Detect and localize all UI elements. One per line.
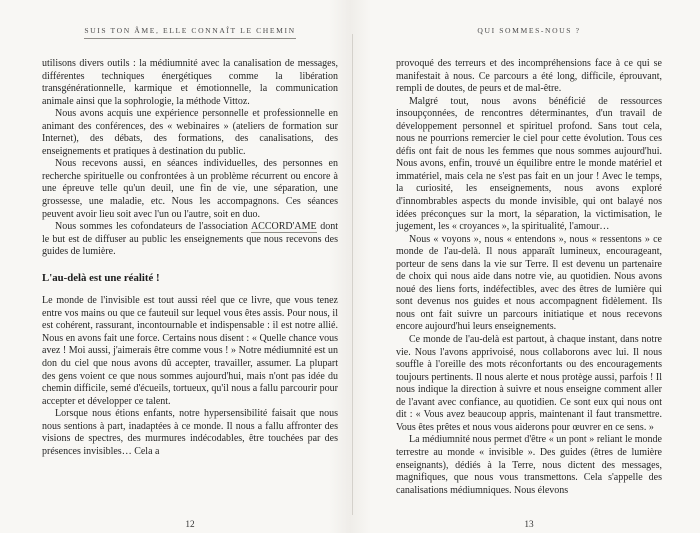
section-heading: L'au-delà est une réalité ! xyxy=(42,271,160,284)
gutter-shadow xyxy=(352,34,353,515)
paragraph: Nous recevons aussi, en séances individuelles, des personnes en recherche spirituelle ou confrontées à un problème récurrent ou encore à une épreuve telle qu'un deuil, une fin de vie, une séparation, une grossesse, une maladie, etc. Nous les accompagnons. Ces séances peuvent avoir lieu soit avec l'un ou l'autre, soit en duo. xyxy=(42,158,338,220)
paragraph: Le monde de l'invisible est tout aussi réel que ce livre, que vous tenez entre vos mains ou que ce fauteuil sur lequel vous êtes assis. Pour nous, il est cohérent, rassurant, incontournable et indispensable : il est notre allié. Nous en avons fait une force. Certains nous disent : « Quelle chance vous avez ! Moi aussi, j'aimerais être comme vous ! » Notre médiumnité est un don du ciel que nous avons dû accepter, travailler, assumer. La plupart des gens voient ce que nous sommes aujourd'hui, mais n'ont pas idée du chemin difficile, semé d'écueils, tortueux, qu'il nous a fallu parcourir pour accepter et développer ce talent. xyxy=(42,295,338,407)
paragraph: La médiumnité nous permet d'être « un pont » reliant le monde terrestre au monde « invisible ». Des guides (êtres de lumière enseignants), dédiés à la Terre, nous dictent des messages, magnifiques, que nous vous transmettons. Cela s'appelle des canalisations médiumniques. Nous élevons xyxy=(396,434,662,496)
paragraph-text: Nous sommes les cofondateurs de l'association xyxy=(55,221,251,233)
running-header-left xyxy=(42,26,338,39)
running-header-right xyxy=(396,26,662,35)
association-name: ACCORD'AME xyxy=(250,221,317,233)
paragraph xyxy=(42,221,338,259)
page-number-right: 13 xyxy=(524,520,534,530)
running-header-right-text: QUI SOMMES-NOUS ? xyxy=(477,26,581,35)
paragraph: Ce monde de l'au-delà est partout, à chaque instant, dans notre vie. Nous l'avons apprivoisé, nous collaborons avec lui. Il nous souffle à l'oreille des mots réconfortants ou des encouragements toujours pertinents. Il nous alerte et nous protège aussi, parfois ! Il nous indique la direction à suivre et nous enseigne comment aller de l'avant avec confiance, au quotidien. Ce sont eux qui nous ont dit : « Vous avez beaucoup appris, maintenant il faut transmettre. Vous êtes prêtes et nous vous aiderons pour œuvrer en ce sens. » xyxy=(396,334,662,433)
paragraph: provoqué des terreurs et des incompréhensions face à ce qui se manifestait à nous. Ce parcours a été long, difficile, éprouvant, rempli de doutes, de peurs et de mal-être. xyxy=(396,58,662,95)
page-number-left: 12 xyxy=(185,520,195,530)
body-text-right xyxy=(396,58,662,497)
paragraph: Malgré tout, nous avons bénéficié de ressources insoupçonnées, de rencontres déterminantes, d'un travail de développement personnel et spirituel profond. Sans tout cela, nous ne pourrions remercier le ciel pour cette évolution. Tous ces défis ont fait de nous les femmes que nous sommes aujourd'hui. Nous avons, enfin, trouvé un équilibre entre le monde matériel et immatériel, mais cela ne s'est pas fait en un jour ! Avec le temps, la curiosité, les enseignements, nous avons exploré d'innombrables aspects du monde invisible, qui ont balayé nos idées préconçues sur la mort, la séparation, la victimisation, le jugement, les « croyances », la spiritualité, l'amour… xyxy=(396,95,662,233)
paragraph: Nous « voyons », nous « entendons », nous « ressentons » ce monde de l'au-delà. Il nous apparaît lumineux, encourageant, porteur de sens dans la vie sur Terre. Il est devenu un partenaire de choix qui nous aide dans notre vie, au quotidien. Nous avons noué des liens forts, indéfectibles, avec des êtres de lumière qui sont devenus nos guides et nous accompagnent fidèlement. Ils nous ont fait suivre un parcours initiatique et nous recevons encore aujourd'hui leurs enseignements. xyxy=(396,233,662,333)
running-header-left-text: SUIS TON ÂME, ELLE CONNAÎT LE CHEMIN xyxy=(84,26,295,39)
page-right xyxy=(396,0,662,533)
paragraph: Lorsque nous étions enfants, notre hypersensibilité faisait que nous nous sentions à part, inadaptées à ce monde. Il nous a fallu affronter des visions de spectres, des murmures indécodables, être touchées par des présences invisibles… Cela a xyxy=(42,408,338,457)
paragraph: utilisons divers outils : la médiumnité avec la canalisation de messages, différentes techniques énergétiques comme la libération transgénérationnelle, karmique et émotionnelle, la communication animale ainsi que la sophrologie, la méthode Vittoz. xyxy=(42,58,338,107)
body-text-left xyxy=(42,58,338,458)
page-left xyxy=(42,0,338,533)
paragraph: Nous avons acquis une expérience personnelle et professionnelle en animant des conférences, des « webinaires » (ateliers de formation sur Internet), des débats, des formations, des canalisations, des enseignements et pratiques à destination du public. xyxy=(42,108,338,157)
paragraph-text: dont le but est de diffuser au public les enseignements que nous recevons des guides de lumière. xyxy=(42,221,339,258)
